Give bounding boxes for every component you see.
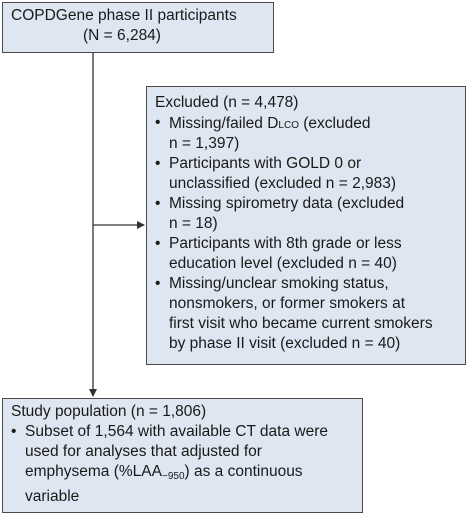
excluded-box	[146, 86, 466, 365]
excluded-item-education: • Participants with 8th grade or less education level (excluded n = 40)	[155, 235, 402, 272]
excluded-item-spirometry: • Missing spirometry data (excluded n = 18)	[155, 195, 405, 232]
participants-box	[2, 2, 274, 53]
bullet-icon: •	[155, 235, 161, 252]
bullet-icon: •	[155, 155, 161, 172]
study-population-item: • Subset of 1,564 with available CT data were used for analyses that adjusted for emphysema $(\%LAA_{-950})$ as a continuous variable	[11, 423, 329, 505]
bullet-icon: •	[155, 114, 161, 131]
study-population-list	[11, 422, 356, 507]
participants-count: (N = 6,284)	[83, 27, 161, 44]
excluded-item-gold: • Participants with GOLD 0 or unclassified (excluded n = 2,983)	[155, 155, 397, 192]
bullet-icon: •	[11, 423, 17, 440]
excluded-item-dlco: • Missing/failed Dlco (excluded n = 1,397)	[155, 114, 371, 152]
study-population-title: Study population (n = 1,806)	[11, 403, 207, 420]
bullet-icon: •	[155, 195, 161, 212]
excluded-list	[155, 113, 457, 354]
participants-title: COPDGene phase II participants	[11, 7, 237, 24]
bullet-icon: •	[155, 275, 161, 292]
study-population-box	[2, 398, 363, 513]
excluded-item-smoking: • Missing/unclear smoking status, nonsmokers, or former smokers at first visit who became current smokers by phase II visit (excluded n = 40)	[155, 275, 433, 352]
excluded-title: Excluded (n = 4,478)	[155, 94, 299, 111]
